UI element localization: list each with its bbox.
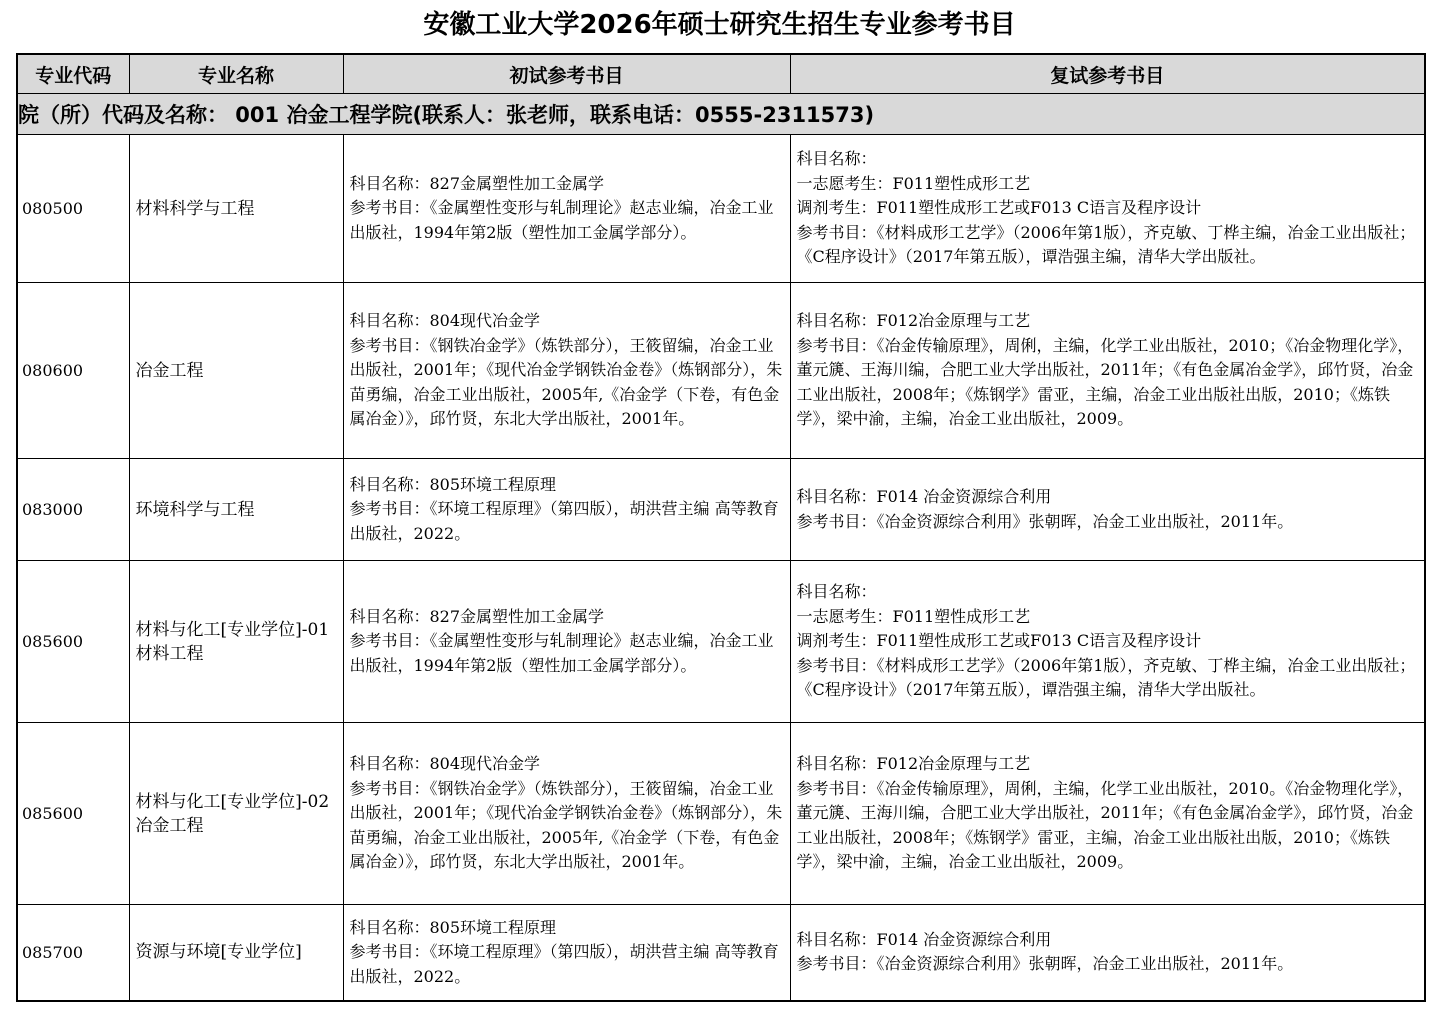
retest-subject: 科目名称：	[796, 582, 877, 602]
retest-books-cell	[790, 459, 1425, 561]
retest-subject: 科目名称：F014 冶金资源综合利用	[796, 929, 1052, 949]
table-row	[17, 135, 1425, 283]
initial-books-cell	[343, 723, 790, 905]
retest-books: 参考书目：《冶金资源综合利用》张朝晖，冶金工业出版社，2011年。	[796, 954, 1294, 974]
table-row	[17, 283, 1425, 459]
major-name: 材料科学与工程	[129, 135, 343, 283]
retest-subject: 科目名称：	[796, 149, 877, 169]
retest-books: 参考书目：《材料成形工艺学》（2006年第1版），齐克敏、丁桦主编，冶金工业出版社；《C程序设计》（2017年第五版），谭浩强主编，清华大学出版社。	[796, 655, 1416, 700]
header-code: 专业代码	[17, 54, 129, 94]
retest-books-cell	[790, 283, 1425, 459]
major-name: 材料与化工[专业学位]-02冶金工程	[129, 723, 343, 905]
initial-books: 参考书目：《金属塑性变形与轧制理论》赵志业编，冶金工业出版社，1994年第2版（塑性加工金属学部分）。	[349, 631, 774, 675]
major-name: 冶金工程	[129, 283, 343, 459]
retest-books: 参考书目：《冶金传输原理》，周俐，主编，化学工业出版社，2010；《冶金物理化学》，董元篪、王海川编，合肥工业大学出版社，2011年；《有色金属冶金学》，邱竹贤，冶金工业出版社，2008年；《炼钢学》雷亚，主编，冶金工业出版社出版，2010；《炼铁学》，梁中渝，主编，冶金工业出版社，2009。	[796, 335, 1414, 429]
initial-books-cell	[343, 459, 790, 561]
major-code: 085700	[17, 905, 129, 1001]
major-code: 080500	[17, 135, 129, 283]
initial-books: 参考书目：《环境工程原理》（第四版），胡洪营主编 高等教育出版社，2022。	[349, 499, 779, 543]
reference-book-table	[16, 53, 1426, 1002]
retest-adjust: 调剂考生：F011塑性成形工艺或F013 C语言及程序设计	[796, 631, 1202, 651]
header-retest-books: 复试参考书目	[790, 54, 1425, 94]
table-header-row	[17, 54, 1425, 94]
header-initial-books: 初试参考书目	[343, 54, 790, 94]
initial-books-cell	[343, 905, 790, 1001]
major-name: 资源与环境[专业学位]	[129, 905, 343, 1001]
initial-books-cell	[343, 561, 790, 723]
major-code: 080600	[17, 283, 129, 459]
initial-books: 参考书目：《环境工程原理》（第四版），胡洪营主编 高等教育出版社，2022。	[349, 942, 779, 986]
initial-books: 参考书目：《金属塑性变形与轧制理论》赵志业编，冶金工业出版社，1994年第2版（塑性加工金属学部分）。	[349, 198, 774, 242]
initial-books-cell	[343, 135, 790, 283]
initial-subject: 科目名称：827金属塑性加工金属学	[349, 173, 605, 193]
retest-books-cell	[790, 723, 1425, 905]
retest-books: 参考书目：《冶金传输原理》，周俐，主编，化学工业出版社，2010。《冶金物理化学》，董元篪、王海川编，合肥工业大学出版社，2011年；《有色金属冶金学》，邱竹贤，冶金工业出版社，2008年；《炼钢学》雷亚，主编，冶金工业出版社出版，2010；《炼铁学》，梁中渝，主编，冶金工业出版社，2009。	[796, 778, 1414, 872]
retest-books-cell	[790, 561, 1425, 723]
retest-subject: 科目名称：F012冶金原理与工艺	[796, 754, 1031, 774]
major-code: 083000	[17, 459, 129, 561]
retest-books: 参考书目：《冶金资源综合利用》张朝晖，冶金工业出版社，2011年。	[796, 511, 1294, 531]
retest-first-choice: 一志愿考生：F011塑性成形工艺	[796, 173, 1031, 193]
retest-adjust: 调剂考生：F011塑性成形工艺或F013 C语言及程序设计	[796, 198, 1202, 218]
initial-subject: 科目名称：805环境工程原理	[349, 474, 557, 494]
initial-subject: 科目名称：805环境工程原理	[349, 917, 557, 937]
initial-books-cell	[343, 283, 790, 459]
initial-books: 参考书目：《钢铁冶金学》（炼铁部分），王筱留编，冶金工业出版社，2001年；《现代冶金学钢铁冶金卷》（炼钢部分），朱苗勇编，冶金工业出版社，2005年,《冶金学（下卷，有色金属冶金）》，邱竹贤，东北大学出版社，2001年。	[349, 778, 783, 872]
retest-books-cell	[790, 905, 1425, 1001]
table-row	[17, 561, 1425, 723]
retest-subject: 科目名称：F012冶金原理与工艺	[796, 311, 1031, 331]
page-title: 安徽工业大学2026年硕士研究生招生专业参考书目	[423, 10, 1016, 40]
college-label: 院（所）代码及名称： 001 冶金工程学院(联系人：张老师，联系电话：0555-2311573)	[17, 94, 1425, 135]
header-name: 专业名称	[129, 54, 343, 94]
initial-books: 参考书目：《钢铁冶金学》（炼铁部分），王筱留编，冶金工业出版社，2001年；《现代冶金学钢铁冶金卷》（炼钢部分），朱苗勇编，冶金工业出版社，2005年,《冶金学（下卷，有色金属冶金）》，邱竹贤，东北大学出版社，2001年。	[349, 335, 783, 429]
college-row	[17, 94, 1425, 135]
initial-subject: 科目名称：804现代冶金学	[349, 311, 541, 331]
table-row	[17, 723, 1425, 905]
major-name: 环境科学与工程	[129, 459, 343, 561]
retest-first-choice: 一志愿考生：F011塑性成形工艺	[796, 606, 1031, 626]
major-code: 085600	[17, 561, 129, 723]
major-code: 085600	[17, 723, 129, 905]
table-row	[17, 459, 1425, 561]
major-name: 材料与化工[专业学位]-01材料工程	[129, 561, 343, 723]
retest-subject: 科目名称：F014 冶金资源综合利用	[796, 487, 1052, 506]
retest-books: 参考书目：《材料成形工艺学》（2006年第1版），齐克敏、丁桦主编，冶金工业出版社；《C程序设计》（2017年第五版），谭浩强主编，清华大学出版社。	[796, 222, 1416, 267]
table-row	[17, 905, 1425, 1001]
initial-subject: 科目名称：804现代冶金学	[349, 754, 541, 774]
initial-subject: 科目名称：827金属塑性加工金属学	[349, 606, 605, 626]
retest-books-cell	[790, 135, 1425, 283]
